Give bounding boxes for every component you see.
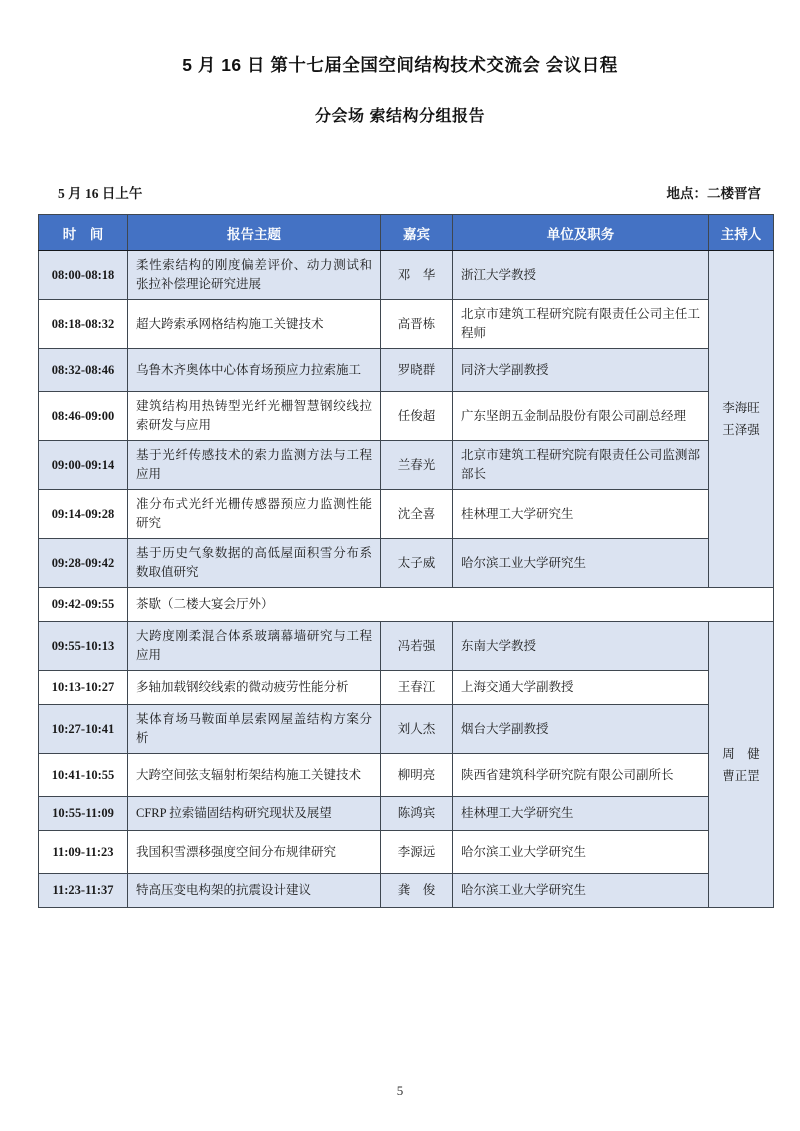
- topic-cell: 大跨空间弦支辐射桁架结构施工关键技术: [128, 754, 381, 797]
- guest-cell: 柳明亮: [381, 754, 453, 797]
- table-row: [39, 874, 774, 908]
- time-cell: 09:00-09:14: [39, 441, 128, 490]
- table-row: [39, 831, 774, 874]
- guest-cell: 太子威: [381, 539, 453, 588]
- topic-cell: 基于历史气象数据的高低屋面积雪分布系数取值研究: [128, 539, 381, 588]
- topic-cell: CFRP 拉索锚固结构研究现状及展望: [128, 797, 381, 831]
- time-cell: 11:09-11:23: [39, 831, 128, 874]
- guest-cell: 罗晓群: [381, 349, 453, 392]
- column-header-org: 单位及职务: [453, 215, 709, 251]
- guest-cell: 任俊超: [381, 392, 453, 441]
- column-header-host: 主持人: [709, 215, 774, 251]
- time-cell: 09:28-09:42: [39, 539, 128, 588]
- guest-cell: 高晋栋: [381, 300, 453, 349]
- topic-cell: 基于光纤传感技术的索力监测方法与工程应用: [128, 441, 381, 490]
- host-name: 李海旺: [722, 401, 760, 415]
- column-header-time: 时 间: [39, 215, 128, 251]
- org-cell: 哈尔滨工业大学研究生: [453, 831, 709, 874]
- guest-cell: 王春江: [381, 671, 453, 705]
- org-cell: 浙江大学教授: [453, 251, 709, 300]
- org-cell: 烟台大学副教授: [453, 705, 709, 754]
- column-header-guest: 嘉宾: [381, 215, 453, 251]
- topic-cell: 多轴加载钢绞线索的微动疲劳性能分析: [128, 671, 381, 705]
- schedule-table: [38, 214, 774, 908]
- time-cell: 09:42-09:55: [39, 588, 128, 622]
- table-row: [39, 490, 774, 539]
- time-cell: 08:32-08:46: [39, 349, 128, 392]
- host-name: 王泽强: [722, 423, 760, 437]
- topic-cell: 我国积雪漂移强度空间分布规律研究: [128, 831, 381, 874]
- guest-cell: 兰春光: [381, 441, 453, 490]
- time-cell: 11:23-11:37: [39, 874, 128, 908]
- topic-cell: 柔性索结构的刚度偏差评价、动力测试和张拉补偿理论研究进展: [128, 251, 381, 300]
- guest-cell: 沈全喜: [381, 490, 453, 539]
- table-row: [39, 671, 774, 705]
- time-cell: 08:18-08:32: [39, 300, 128, 349]
- time-cell: 10:13-10:27: [39, 671, 128, 705]
- org-cell: 桂林理工大学研究生: [453, 797, 709, 831]
- guest-cell: 李源远: [381, 831, 453, 874]
- table-row: [39, 349, 774, 392]
- table-row: [39, 392, 774, 441]
- org-cell: 东南大学教授: [453, 622, 709, 671]
- time-cell: 08:46-09:00: [39, 392, 128, 441]
- org-cell: 哈尔滨工业大学研究生: [453, 539, 709, 588]
- page-subtitle: 分会场 索结构分组报告: [315, 108, 485, 125]
- time-cell: 10:27-10:41: [39, 705, 128, 754]
- org-cell: 北京市建筑工程研究院有限责任公司主任工程师: [453, 300, 709, 349]
- meta-row: [38, 182, 773, 202]
- guest-cell: 刘人杰: [381, 705, 453, 754]
- guest-cell: 陈鸿宾: [381, 797, 453, 831]
- table-row: [39, 251, 774, 300]
- table-row: [39, 622, 774, 671]
- host-cell: [709, 251, 774, 588]
- column-header-topic: 报告主题: [128, 215, 381, 251]
- table-row: [39, 705, 774, 754]
- time-cell: 09:55-10:13: [39, 622, 128, 671]
- table-row: [39, 539, 774, 588]
- table-row: [39, 441, 774, 490]
- topic-cell: 准分布式光纤光栅传感器预应力监测性能研究: [128, 490, 381, 539]
- header-row: [39, 215, 774, 251]
- table-row: [39, 754, 774, 797]
- time-cell: 10:55-11:09: [39, 797, 128, 831]
- topic-cell: 某体育场马鞍面单层索网屋盖结构方案分析: [128, 705, 381, 754]
- table-row: [39, 300, 774, 349]
- table-row: [39, 797, 774, 831]
- org-cell: 同济大学副教授: [453, 349, 709, 392]
- topic-cell: 大跨度刚柔混合体系玻璃幕墙研究与工程应用: [128, 622, 381, 671]
- page-title: 5 月 16 日 第十七届全国空间结构技术交流会 会议日程: [182, 55, 618, 75]
- org-cell: 桂林理工大学研究生: [453, 490, 709, 539]
- org-cell: 陕西省建筑科学研究院有限公司副所长: [453, 754, 709, 797]
- guest-cell: 龚 俊: [381, 874, 453, 908]
- guest-cell: 邓 华: [381, 251, 453, 300]
- tea-break-cell: 茶歇（二楼大宴会厅外）: [128, 588, 774, 622]
- location-label: 地点：二楼晋宫: [666, 186, 761, 201]
- topic-cell: 特高压变电构架的抗震设计建议: [128, 874, 381, 908]
- org-cell: 北京市建筑工程研究院有限责任公司监测部部长: [453, 441, 709, 490]
- host-cell: [709, 622, 774, 908]
- topic-cell: 建筑结构用热铸型光纤光栅智慧钢绞线拉索研发与应用: [128, 392, 381, 441]
- time-cell: 09:14-09:28: [39, 490, 128, 539]
- page-number: 5: [396, 1083, 404, 1098]
- tea-break-row: [39, 588, 774, 622]
- org-cell: 哈尔滨工业大学研究生: [453, 874, 709, 908]
- topic-cell: 乌鲁木齐奥体中心体育场预应力拉索施工: [128, 349, 381, 392]
- topic-cell: 超大跨索承网格结构施工关键技术: [128, 300, 381, 349]
- session-label: 5 月 16 日上午: [58, 186, 143, 201]
- org-cell: 上海交通大学副教授: [453, 671, 709, 705]
- host-name: 周 健: [722, 746, 760, 761]
- guest-cell: 冯若强: [381, 622, 453, 671]
- time-cell: 10:41-10:55: [39, 754, 128, 797]
- host-name: 曹正罡: [722, 768, 760, 783]
- time-cell: 08:00-08:18: [39, 251, 128, 300]
- org-cell: 广东坚朗五金制品股份有限公司副总经理: [453, 392, 709, 441]
